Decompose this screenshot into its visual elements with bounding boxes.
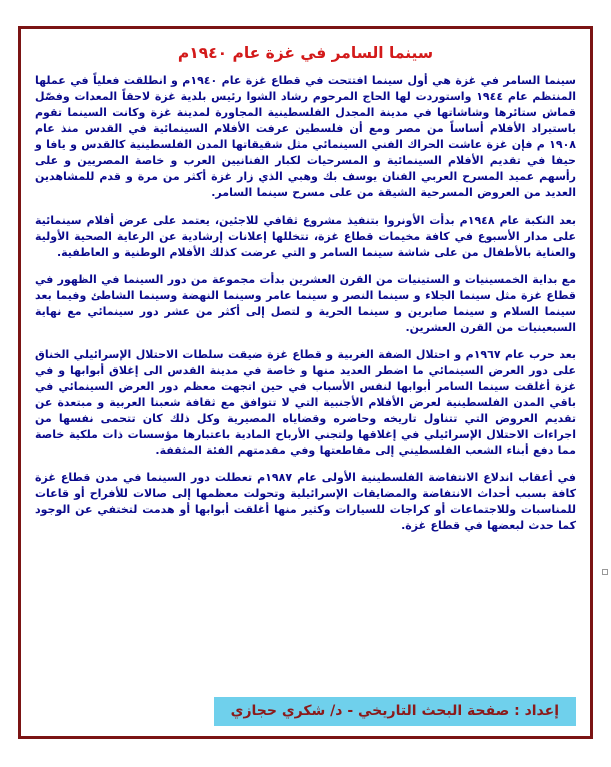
paragraph-3: مع بداية الخمسينيات و الستينيات من القرن العشرين بدأت مجموعة من دور السينما في الظهور في قطاع غزة مثل سينما الجلاء و سينما النصر و سينما عامر وسينما النهضة وسينما الشاطئ وفيما بعد سينما السلام و سينما صابرين و سينما الحرية و لتصل إلى أكثر من عشر دور سينمائي مع نهاية السبعينيات من القرن العشرين. (35, 272, 576, 334)
paragraph-1: سينما السامر في غزة هي أول سينما افتتحت في قطاع غزة عام ١٩٤٠م و انطلقت فعلياً في عملها المنتظم عام ١٩٤٤ واستوردت لها الحاج المرحوم رشاد الشوا رئيس بلدية غزة لاحقاً المعدات وفصّل قماش ستائرها وشاشاتها في مدينة المجدل الفلسطينية المجاورة لمدينة غزة وكانت السينما تقوم باستيراد الأفلام أساساً من مصر ومع أن فلسطين عرفت الأفلام السينمائية في القدس منذ عام ١٩٠٨ م فإن غزة عاشت الحراك الفني السينمائي مثل شقيقاتها المدن الفلسطينية كالقدس و يافا و حيفا في تقديم الأفلام السينمائية و المسرحيات لكبار الفنانيين العرب و خاصة المصريين و على رأسهم عميد المسرح العربي الفنان يوسف بك وهبي الذي زار غزة أكثر من مرة و قدم للمشاهدين العديد من العروض المسرحية الشيقة من على مسرح سينما السامر. (34, 74, 576, 200)
page-title: سينما السامر في غزة عام ١٩٤٠م (177, 44, 434, 62)
paragraph-5: في أعقاب اندلاع الانتفاضة الفلسطينية الأولى عام ١٩٨٧م تعطلت دور السينما في مدن قطاع غزة كافة بسبب أحداث الانتفاضة والمضايقات الإسرائيلية وتحولت معظمها إلى صالات للأفراح أو قاعات للمناسبات وللاجتماعات أو كراجات للسيارات وكثير منها أغلقت أبوابها أو هدمت لتختفي عن الوجود كما حدث لبعضها في قطاع غزة. (35, 471, 576, 533)
credits-banner: إعداد : صفحة البحث التاريخي - د/ شكري حجازي (214, 697, 576, 726)
footer-region (35, 697, 576, 726)
paragraph-4: بعد حرب عام ١٩٦٧م و احتلال الضفة الغربية و قطاع غزة ضيقت سلطات الاحتلال الإسرائيلي الخناق على دور العرض السينمائي ما اضطر العديد منها و خاصة في مدينة القدس الى إغلاق أبوابها و في غزة أغلقت سينما السامر أبوابها لنفس الأسباب في حين اتجهت معظم دور العرض السينمائي في باقي المدن الفلسطينية لعرض الأفلام الأجنبية التي لا تتوافق مع ثقافة شعبنا العربية و مبتعدة عن تقديم العروض التي تتناول تاريخه وحاضره وقضاياه المصيرية وكل ذلك كان تتحمى نفسها من اجراءات الاحتلال الإسرائيلي في إغلاقها ولتجني الأرباح المادية باعتبارها مؤسسات ذات ملكية خاصة مما دفع أبناء الشعب الفلسطيني إلى مقاطعتها وفي مقدمتهم الفئة المثقفة. (35, 347, 577, 458)
paragraph-2: بعد النكبة عام ١٩٤٨م بدأت الأونروا بتنفيذ مشروع ثقافي للاجئين، يعتمد على عرض أفلام سينمائية على مدار الأسبوع في كافة مخيمات قطاع غزة، تتخللها إعلانات إرشادية عن الرعاية الصحية الأولية والعناية بالأطفال من على شاشة سينما السامر و التي عرضت كذلك الأفلام الوطنية و العاطفية. (35, 213, 576, 259)
document-frame (18, 26, 593, 739)
page-edge-marker (602, 569, 608, 575)
